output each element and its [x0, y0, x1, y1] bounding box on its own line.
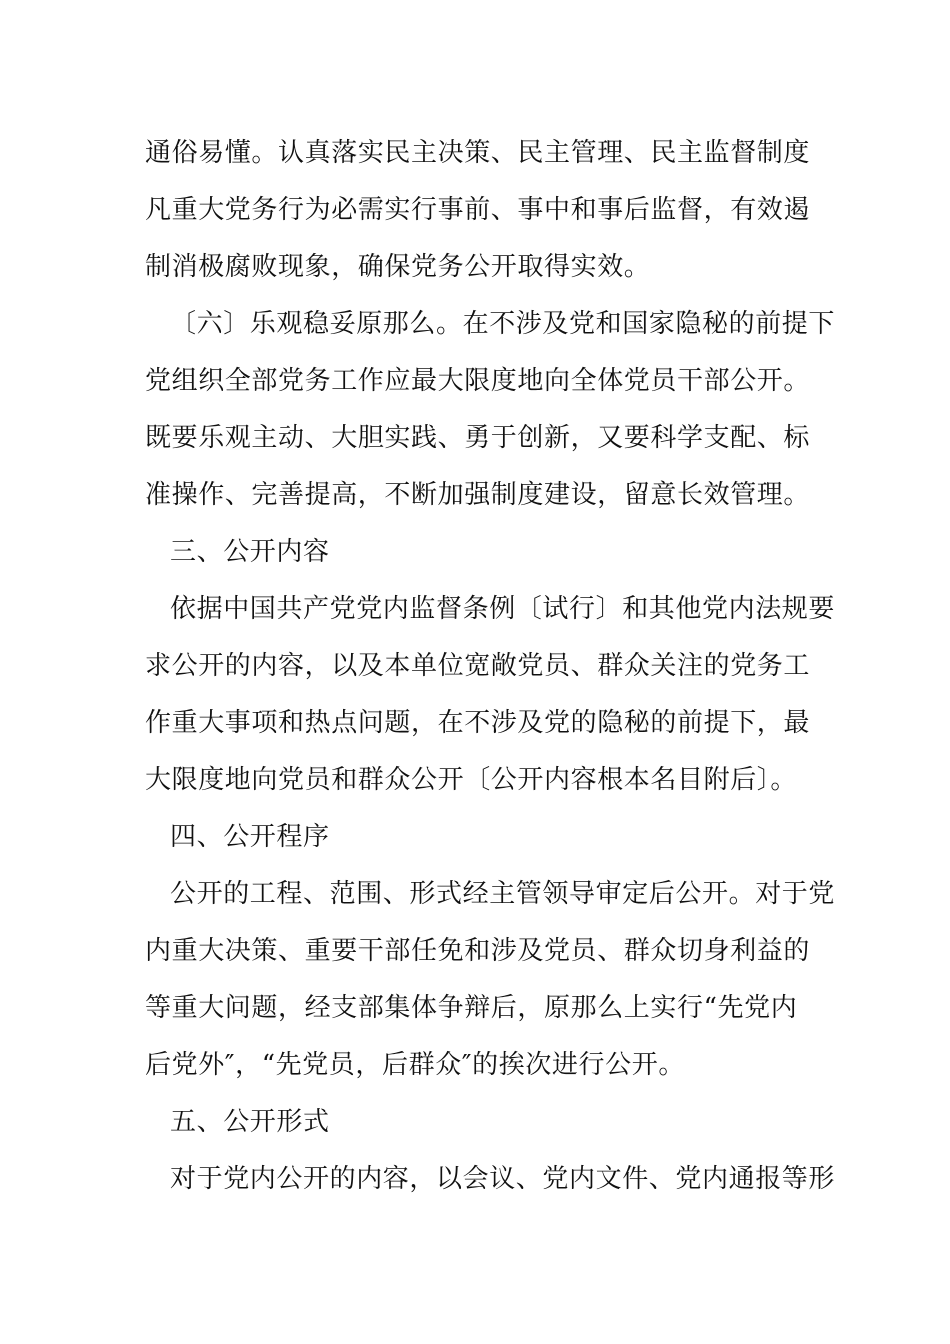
- section-heading-form: 五、公开形式: [170, 1107, 330, 1137]
- paragraph-line-17: 后党外″，“先党员，后群众″的挨次进行公开。: [145, 1050, 685, 1080]
- paragraph-line-10: 求公开的内容，以及本单位宽敞党员、群众关注的党务工: [145, 651, 811, 681]
- paragraph-line-4: 〔六〕乐观稳妥原那么。在不涉及党和国家隐秘的前提下: [170, 309, 836, 339]
- paragraph-line-9: 依据中国共产党党内监督条例〔试行〕和其他党内法规要: [170, 594, 836, 624]
- paragraph-line-12: 大限度地向党员和群众公开〔公开内容根本名目附后〕。: [145, 765, 798, 795]
- paragraph-line-7: 准操作、完善提高，不断加强制度建设，留意长效管理。: [145, 480, 811, 510]
- paragraph-line-19: 对于党内公开的内容，以会议、党内文件、党内通报等形: [170, 1164, 836, 1194]
- paragraph-line-6: 既要乐观主动、大胆实践、勇于创新，又要科学支配、标: [145, 423, 811, 453]
- paragraph-line-3: 制消极腐败现象，确保党务公开取得实效。: [145, 252, 651, 282]
- paragraph-line-16: 等重大问题，经支部集体争辩后，原那么上实行“先党内: [145, 993, 798, 1023]
- paragraph-line-5: 党组织全部党务工作应最大限度地向全体党员干部公开。: [145, 366, 811, 396]
- section-heading-procedure: 四、公开程序: [170, 822, 330, 852]
- paragraph-line-15: 内重大决策、重要干部任免和涉及党员、群众切身利益的: [145, 936, 811, 966]
- paragraph-line-1: 通俗易懂。认真落实民主决策、民主管理、民主监督制度: [145, 138, 811, 168]
- paragraph-line-2: 凡重大党务行为必需实行事前、事中和事后监督，有效遏: [145, 195, 811, 225]
- paragraph-line-11: 作重大事项和热点问题，在不涉及党的隐秘的前提下，最: [145, 708, 811, 738]
- paragraph-line-14: 公开的工程、范围、形式经主管领导审定后公开。对于党: [170, 879, 836, 909]
- section-heading-content: 三、公开内容: [170, 537, 330, 567]
